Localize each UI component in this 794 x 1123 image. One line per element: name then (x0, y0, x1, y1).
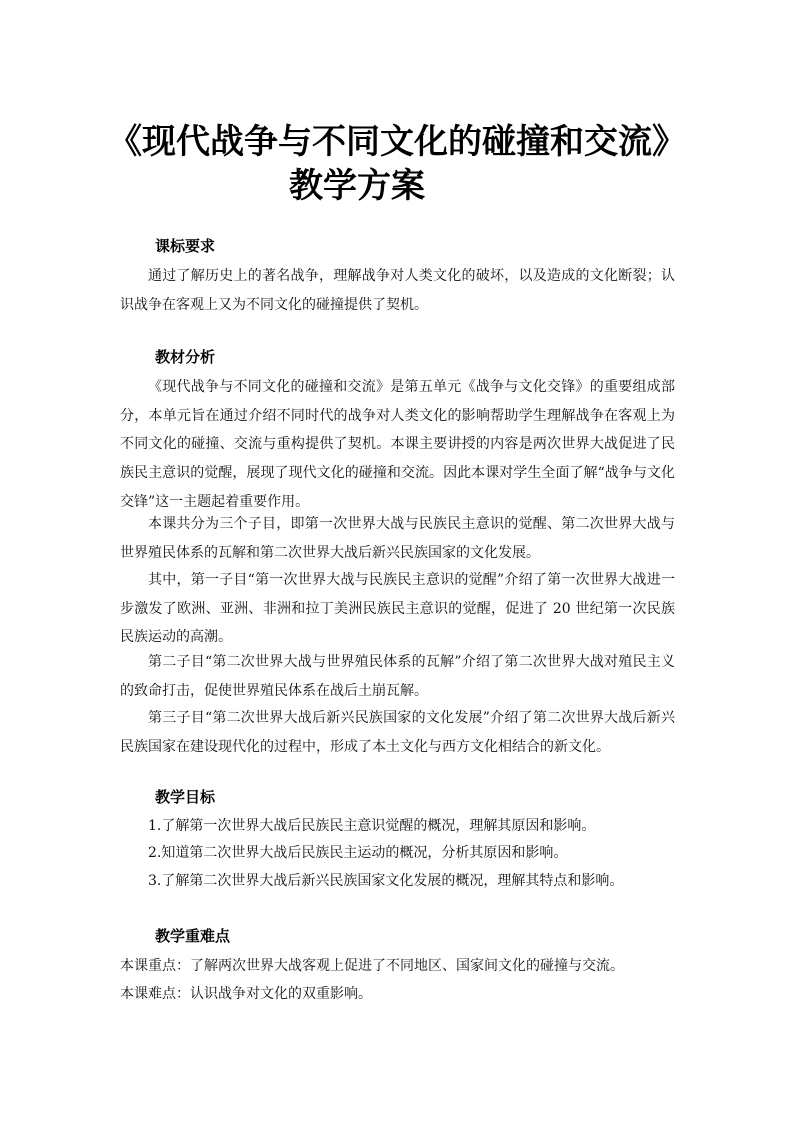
analysis-paragraph-4: 第二子目“第二次世界大战与世界殖民体系的瓦解”介绍了第二次世界大战对殖民主义的致命打击，促使世界殖民体系在战后土崩瓦解。 (120, 654, 675, 699)
key-point-focus: 本课重点：了解两次世界大战客观上促进了不同地区、国家间文化的碰撞与交流。 (120, 958, 624, 974)
goal-item-1: 1.了解第一次世界大战后民族民主意识觉醒的概况，理解其原因和影响。 (148, 818, 596, 834)
analysis-paragraph-3: 其中，第一子目“第一次世界大战与民族民主意识的觉醒”介绍了第一次世界大战进一步激发了欧洲、亚洲、非洲和拉丁美洲民族民主意识的觉醒，促进了 20 世纪第一次民族民族运动的高潮。 (120, 572, 675, 646)
goal-item-2: 2.知道第二次世界大战后民族民主运动的概况，分析其原因和影响。 (148, 845, 568, 861)
standards-paragraph: 通过了解历史上的著名战争，理解战争对人类文化的破坏，以及造成的文化断裂；认识战争在客观上又为不同文化的碰撞提供了契机。 (120, 268, 675, 313)
analysis-paragraph-5: 第三子目“第二次世界大战后新兴民族国家的文化发展”介绍了第二次世界大战后新兴民族国家在建设现代化的过程中，形成了本土文化与西方文化相结合的新文化。 (120, 710, 675, 755)
section-heading-analysis: 教材分析 (155, 348, 216, 366)
document-title-line2: 教学方案 (289, 166, 425, 206)
section-heading-standards: 课标要求 (155, 237, 216, 255)
key-point-difficulty: 本课难点：认识战争对文化的双重影响。 (120, 986, 372, 1002)
document-title-line1: 《现代战争与不同文化的碰撞和交流》 (108, 122, 686, 162)
section-heading-goals: 教学目标 (155, 788, 216, 806)
goal-item-3: 3.了解第二次世界大战后新兴民族国家文化发展的概况，理解其特点和影响。 (148, 873, 624, 889)
section-heading-key-points: 教学重难点 (155, 927, 231, 945)
analysis-paragraph-2: 本课共分为三个子目，即第一次世界大战与民族民主意识的觉醒、第二次世界大战与世界殖民体系的瓦解和第二次世界大战后新兴民族国家的文化发展。 (120, 516, 675, 561)
analysis-paragraph-1: 《现代战争与不同文化的碰撞和交流》是第五单元《战争与文化交锋》的重要组成部分，本单元旨在通过介绍不同时代的战争对人类文化的影响帮助学生理解战争在客观上为不同文化的碰撞、交流与重构提供了契机。本课主要讲授的内容是两次世界大战促进了民族民主意识的觉醒，展现了现代文化的碰撞和交流。因此本课对学生全面了解“战争与文化交锋”这一主题起着重要作用。 (120, 379, 675, 510)
